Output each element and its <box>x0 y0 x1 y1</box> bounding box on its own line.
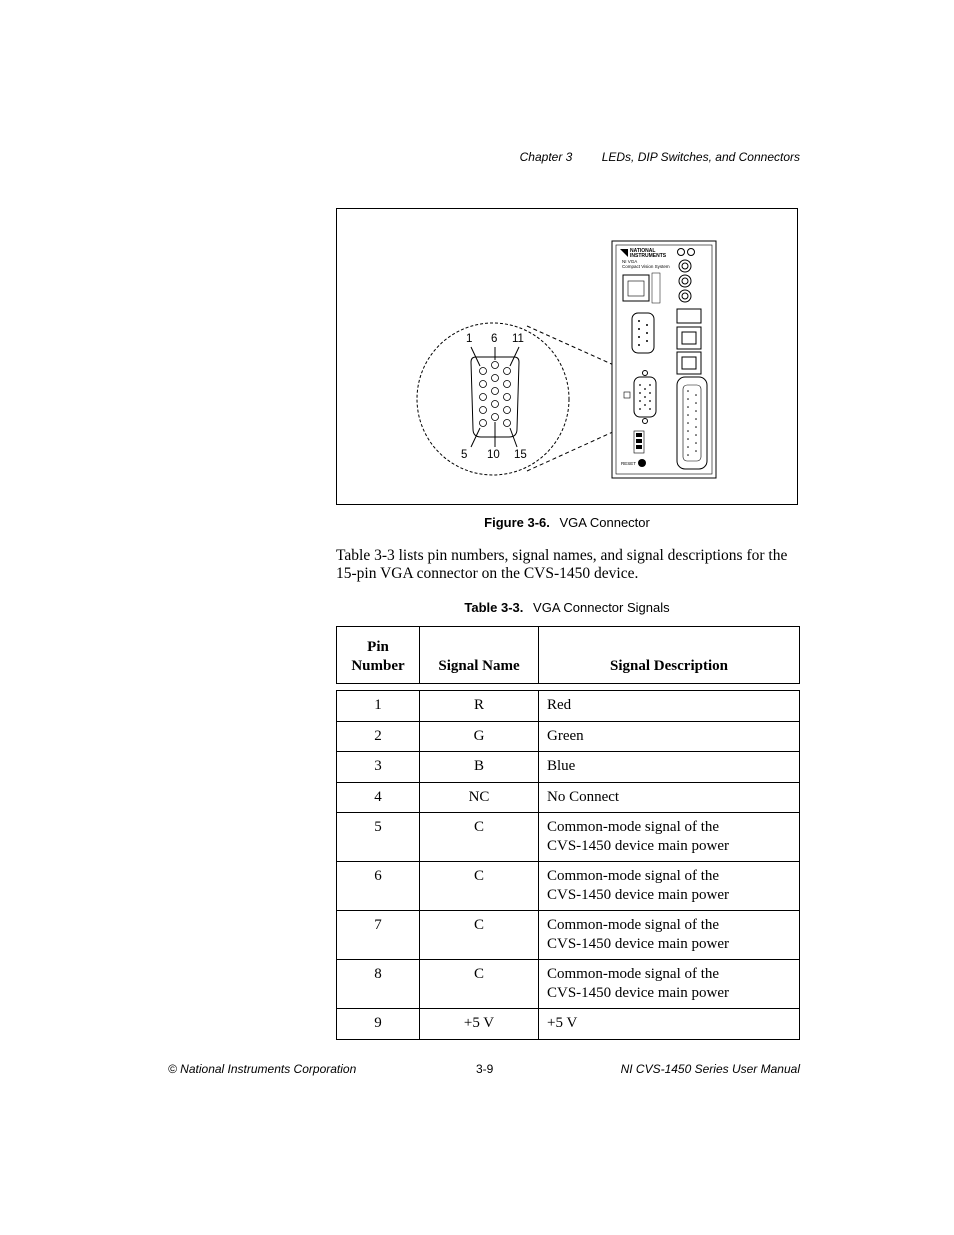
table-row <box>337 960 800 1009</box>
ethernet-port-icon <box>623 275 649 301</box>
signal-name-cell: C <box>420 813 539 862</box>
pin-number-cell: 3 <box>337 752 420 783</box>
footer-manual-title: NI CVS-1450 Series User Manual <box>620 1062 800 1076</box>
signal-name-cell: G <box>420 721 539 752</box>
table-row <box>337 911 800 960</box>
table-row <box>337 862 800 911</box>
header-signal-name: Signal Name <box>420 627 539 684</box>
vga-signals-table <box>336 626 800 1040</box>
vga-connector-figure <box>336 208 798 505</box>
pin-number-cell: 9 <box>337 1009 420 1040</box>
signal-description-cell: +5 V <box>539 1009 800 1040</box>
signal-description-cell: Common-mode signal of the CVS-1450 device main power <box>539 862 800 911</box>
pin-label-10: 10 <box>487 449 500 461</box>
signal-description-cell: Common-mode signal of the CVS-1450 device main power <box>539 813 800 862</box>
signal-name-cell: C <box>420 960 539 1009</box>
pin-number-cell: 7 <box>337 911 420 960</box>
signal-name-cell: NC <box>420 782 539 813</box>
figure-title: VGA Connector <box>559 515 650 530</box>
footer-page-number: 3-9 <box>476 1062 494 1076</box>
footer-copyright: © National Instruments Corporation <box>168 1062 357 1076</box>
table-number: Table 3-3. <box>464 600 524 615</box>
table-row <box>337 721 800 752</box>
signal-name-cell: R <box>420 691 539 722</box>
pin-number-cell: 8 <box>337 960 420 1009</box>
running-header <box>520 150 800 164</box>
vga-connector-diagram <box>337 209 799 506</box>
pin-label-15: 15 <box>514 449 527 461</box>
signal-name-cell: B <box>420 752 539 783</box>
figure-number: Figure 3-6. <box>484 515 550 530</box>
signal-description-cell: No Connect <box>539 782 800 813</box>
signal-description-cell: Common-mode signal of the CVS-1450 device main power <box>539 911 800 960</box>
table-row <box>337 752 800 783</box>
chapter-label: Chapter 3 <box>519 150 573 164</box>
pin-label-1: 1 <box>466 333 473 345</box>
signal-description-cell: Red <box>539 691 800 722</box>
table-row <box>337 813 800 862</box>
pin-number-cell: 2 <box>337 721 420 752</box>
signal-name-cell: C <box>420 911 539 960</box>
figure-caption <box>336 515 798 530</box>
serial-port-icon <box>632 313 654 353</box>
pin-number-cell: 1 <box>337 691 420 722</box>
chapter-title: LEDs, DIP Switches, and Connectors <box>601 150 800 164</box>
brand-line-1: NATIONAL <box>630 248 656 254</box>
reset-label: RESET <box>621 461 637 466</box>
pin-label-5: 5 <box>461 449 468 461</box>
pin-label-11: 11 <box>512 333 524 345</box>
model-line-1: NI VGA <box>622 259 638 264</box>
table-title: VGA Connector Signals <box>533 600 670 615</box>
table-row <box>337 1009 800 1040</box>
table-row <box>337 782 800 813</box>
ieee1394-port-icons <box>677 309 701 374</box>
reset-button-icon <box>638 459 646 467</box>
body-paragraph: Table 3-3 lists pin numbers, signal names, and signal descriptions for the 15-pin VGA connector on the CVS-1450 device. <box>336 547 788 582</box>
table-caption <box>336 600 798 615</box>
table-row <box>337 691 800 722</box>
signal-description-cell: Green <box>539 721 800 752</box>
signal-description-cell: Blue <box>539 752 800 783</box>
signal-name-cell: +5 V <box>420 1009 539 1040</box>
header-pin-number: Pin Number <box>337 627 420 684</box>
pin-number-cell: 5 <box>337 813 420 862</box>
header-signal-description: Signal Description <box>539 627 800 684</box>
pin-label-6: 6 <box>491 333 498 345</box>
signal-description-cell: Common-mode signal of the CVS-1450 device main power <box>539 960 800 1009</box>
brand-line-2: INSTRUMENTS <box>630 253 667 259</box>
digital-io-port-icon <box>677 377 707 469</box>
model-line-2: Compact Vision System <box>622 264 670 269</box>
table-header-row <box>337 627 800 684</box>
pin-number-cell: 6 <box>337 862 420 911</box>
pin-number-cell: 4 <box>337 782 420 813</box>
signal-name-cell: C <box>420 862 539 911</box>
